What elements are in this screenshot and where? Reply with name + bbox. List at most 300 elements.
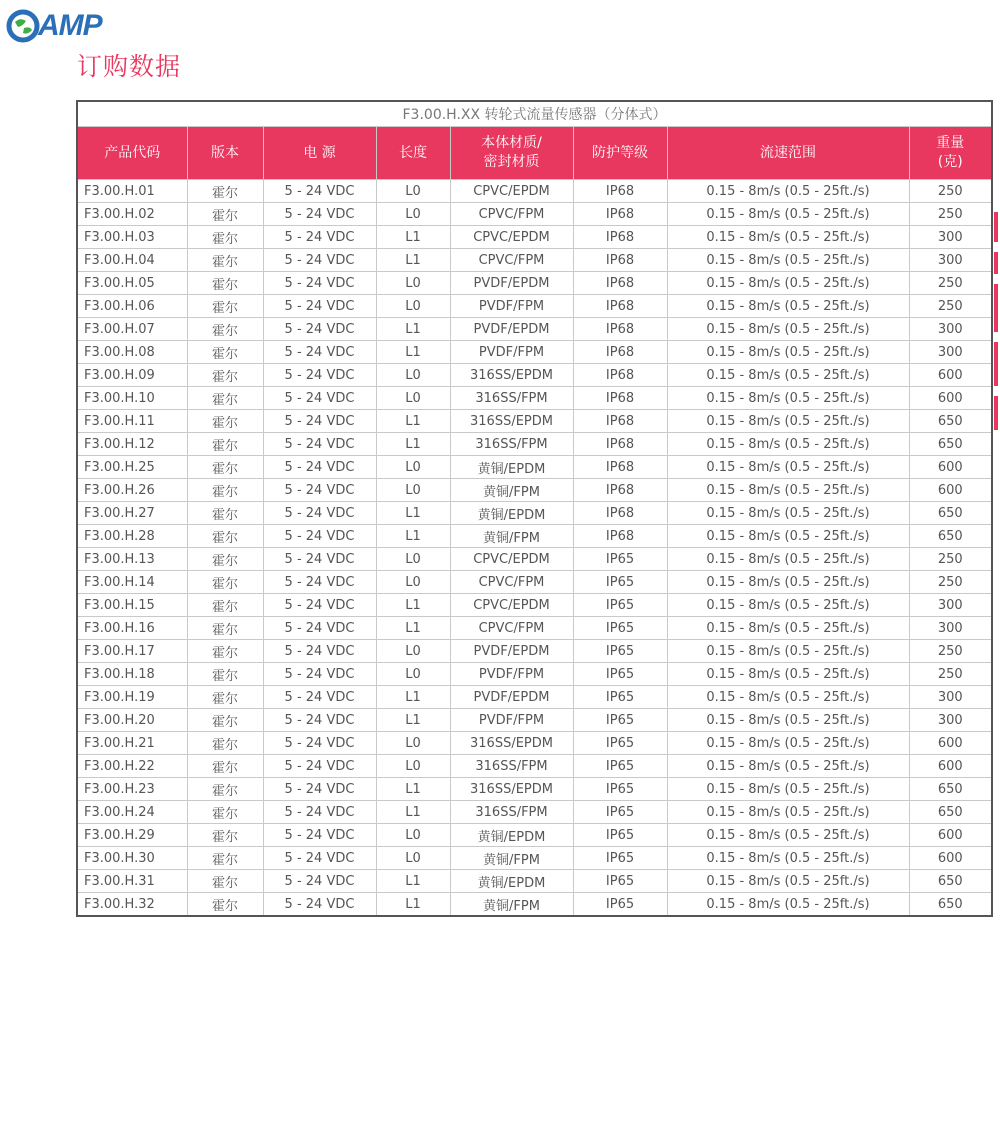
col-length-cell: L1	[376, 778, 450, 801]
col-length-cell: L0	[376, 640, 450, 663]
col-weight-cell: 650	[909, 502, 992, 525]
table-row	[77, 663, 992, 686]
col-length-cell: L1	[376, 686, 450, 709]
header-label: 重量	[936, 135, 965, 151]
table-row	[77, 272, 992, 295]
table-row	[77, 893, 992, 917]
col-product-code-cell: F3.00.H.02	[77, 203, 187, 226]
col-protection-cell: IP65	[573, 778, 667, 801]
table-row	[77, 571, 992, 594]
col-length-cell: L1	[376, 617, 450, 640]
col-power-cell: 5 - 24 VDC	[263, 180, 376, 203]
col-flow-range-cell: 0.15 - 8m/s (0.5 - 25ft./s)	[667, 341, 909, 364]
col-length-cell: L0	[376, 387, 450, 410]
col-material-cell: 316SS/EPDM	[450, 364, 573, 387]
col-weight-cell: 600	[909, 732, 992, 755]
col-power-cell: 5 - 24 VDC	[263, 870, 376, 893]
col-material-cell: CPVC/FPM	[450, 617, 573, 640]
col-length-cell: L0	[376, 847, 450, 870]
col-power-cell: 5 - 24 VDC	[263, 594, 376, 617]
table-row	[77, 755, 992, 778]
col-flow-range-cell: 0.15 - 8m/s (0.5 - 25ft./s)	[667, 387, 909, 410]
col-flow-range-cell: 0.15 - 8m/s (0.5 - 25ft./s)	[667, 686, 909, 709]
col-flow-range-cell: 0.15 - 8m/s (0.5 - 25ft./s)	[667, 272, 909, 295]
col-flow-range-cell: 0.15 - 8m/s (0.5 - 25ft./s)	[667, 755, 909, 778]
col-version-cell: 霍尔	[187, 249, 263, 272]
col-flow-range-cell: 0.15 - 8m/s (0.5 - 25ft./s)	[667, 847, 909, 870]
col-version-cell: 霍尔	[187, 272, 263, 295]
col-product-code-cell: F3.00.H.11	[77, 410, 187, 433]
col-protection-cell: IP68	[573, 387, 667, 410]
col-version-cell: 霍尔	[187, 801, 263, 824]
col-weight-cell: 650	[909, 801, 992, 824]
col-version-cell: 霍尔	[187, 226, 263, 249]
col-product-code-cell: F3.00.H.07	[77, 318, 187, 341]
col-power-cell: 5 - 24 VDC	[263, 272, 376, 295]
col-power-cell: 5 - 24 VDC	[263, 709, 376, 732]
col-weight-cell: 650	[909, 893, 992, 917]
col-material-cell: 316SS/FPM	[450, 801, 573, 824]
col-length-cell: L0	[376, 364, 450, 387]
col-flow-range-cell: 0.15 - 8m/s (0.5 - 25ft./s)	[667, 640, 909, 663]
col-product-code-cell: F3.00.H.01	[77, 180, 187, 203]
col-flow-range-cell: 0.15 - 8m/s (0.5 - 25ft./s)	[667, 180, 909, 203]
col-flow-range-cell: 0.15 - 8m/s (0.5 - 25ft./s)	[667, 617, 909, 640]
col-flow-range-cell: 0.15 - 8m/s (0.5 - 25ft./s)	[667, 548, 909, 571]
col-material-header	[450, 127, 573, 180]
col-weight-cell: 300	[909, 709, 992, 732]
col-protection-cell: IP68	[573, 295, 667, 318]
table-row	[77, 548, 992, 571]
col-weight-cell: 600	[909, 755, 992, 778]
col-power-cell: 5 - 24 VDC	[263, 456, 376, 479]
col-version-cell: 霍尔	[187, 847, 263, 870]
col-material-cell: CPVC/EPDM	[450, 548, 573, 571]
col-flow-range-cell: 0.15 - 8m/s (0.5 - 25ft./s)	[667, 456, 909, 479]
col-material-cell: 黄铜/FPM	[450, 847, 573, 870]
logo-text: AMP	[38, 9, 102, 42]
col-material-cell: 316SS/FPM	[450, 433, 573, 456]
col-flow-range-cell: 0.15 - 8m/s (0.5 - 25ft./s)	[667, 295, 909, 318]
col-flow-range-cell: 0.15 - 8m/s (0.5 - 25ft./s)	[667, 318, 909, 341]
col-power-cell: 5 - 24 VDC	[263, 226, 376, 249]
table-row	[77, 640, 992, 663]
side-decoration	[994, 212, 1000, 427]
header-label: 电 源	[303, 144, 336, 161]
col-flow-range-cell: 0.15 - 8m/s (0.5 - 25ft./s)	[667, 364, 909, 387]
col-material-cell: PVDF/EPDM	[450, 272, 573, 295]
col-version-cell: 霍尔	[187, 387, 263, 410]
col-product-code-header	[77, 127, 187, 180]
col-flow-range-cell: 0.15 - 8m/s (0.5 - 25ft./s)	[667, 203, 909, 226]
col-flow-range-cell: 0.15 - 8m/s (0.5 - 25ft./s)	[667, 709, 909, 732]
col-weight-cell: 250	[909, 548, 992, 571]
col-product-code-cell: F3.00.H.19	[77, 686, 187, 709]
col-power-cell: 5 - 24 VDC	[263, 640, 376, 663]
col-material-cell: 黄铜/EPDM	[450, 456, 573, 479]
col-length-cell: L1	[376, 594, 450, 617]
col-product-code-cell: F3.00.H.22	[77, 755, 187, 778]
col-length-cell: L1	[376, 709, 450, 732]
col-material-cell: 黄铜/FPM	[450, 893, 573, 917]
col-protection-cell: IP65	[573, 732, 667, 755]
col-power-cell: 5 - 24 VDC	[263, 801, 376, 824]
col-product-code-cell: F3.00.H.25	[77, 456, 187, 479]
col-version-cell: 霍尔	[187, 686, 263, 709]
col-length-cell: L1	[376, 226, 450, 249]
col-product-code-cell: F3.00.H.16	[77, 617, 187, 640]
col-material-cell: CPVC/EPDM	[450, 226, 573, 249]
col-product-code-cell: F3.00.H.20	[77, 709, 187, 732]
col-power-cell: 5 - 24 VDC	[263, 318, 376, 341]
col-product-code-cell: F3.00.H.04	[77, 249, 187, 272]
col-length-cell: L0	[376, 203, 450, 226]
col-protection-cell: IP65	[573, 709, 667, 732]
col-flow-range-cell: 0.15 - 8m/s (0.5 - 25ft./s)	[667, 433, 909, 456]
order-data-table	[76, 100, 993, 917]
col-flow-range-cell: 0.15 - 8m/s (0.5 - 25ft./s)	[667, 410, 909, 433]
col-protection-cell: IP68	[573, 456, 667, 479]
col-power-cell: 5 - 24 VDC	[263, 364, 376, 387]
col-weight-cell: 300	[909, 249, 992, 272]
col-power-cell: 5 - 24 VDC	[263, 410, 376, 433]
col-power-cell: 5 - 24 VDC	[263, 778, 376, 801]
col-length-cell: L1	[376, 801, 450, 824]
col-version-header	[187, 127, 263, 180]
col-product-code-cell: F3.00.H.17	[77, 640, 187, 663]
col-length-cell: L0	[376, 180, 450, 203]
col-material-cell: PVDF/FPM	[450, 295, 573, 318]
col-material-cell: CPVC/FPM	[450, 203, 573, 226]
header-label: 长度	[399, 144, 427, 161]
col-protection-cell: IP65	[573, 571, 667, 594]
col-weight-cell: 250	[909, 663, 992, 686]
col-flow-range-cell: 0.15 - 8m/s (0.5 - 25ft./s)	[667, 525, 909, 548]
col-power-cell: 5 - 24 VDC	[263, 824, 376, 847]
col-version-cell: 霍尔	[187, 341, 263, 364]
table-row	[77, 732, 992, 755]
col-weight-cell: 250	[909, 272, 992, 295]
col-weight-cell: 300	[909, 226, 992, 249]
col-product-code-cell: F3.00.H.29	[77, 824, 187, 847]
table-row	[77, 341, 992, 364]
col-length-cell: L0	[376, 732, 450, 755]
col-length-cell: L0	[376, 479, 450, 502]
col-protection-cell: IP68	[573, 272, 667, 295]
col-product-code-cell: F3.00.H.10	[77, 387, 187, 410]
col-product-code-cell: F3.00.H.26	[77, 479, 187, 502]
col-protection-cell: IP68	[573, 341, 667, 364]
col-version-cell: 霍尔	[187, 410, 263, 433]
col-power-header	[263, 127, 376, 180]
col-flow-range-cell: 0.15 - 8m/s (0.5 - 25ft./s)	[667, 778, 909, 801]
table-header-row	[77, 127, 992, 180]
col-material-cell: 黄铜/EPDM	[450, 870, 573, 893]
col-length-cell: L1	[376, 318, 450, 341]
col-material-cell: 黄铜/EPDM	[450, 502, 573, 525]
table-row	[77, 364, 992, 387]
col-version-cell: 霍尔	[187, 180, 263, 203]
col-weight-cell: 250	[909, 640, 992, 663]
col-product-code-cell: F3.00.H.03	[77, 226, 187, 249]
col-flow-range-cell: 0.15 - 8m/s (0.5 - 25ft./s)	[667, 893, 909, 917]
col-flow-range-cell: 0.15 - 8m/s (0.5 - 25ft./s)	[667, 663, 909, 686]
table-row	[77, 525, 992, 548]
col-version-cell: 霍尔	[187, 824, 263, 847]
table-caption: F3.00.H.XX 转轮式流量传感器（分体式）	[77, 101, 992, 127]
col-power-cell: 5 - 24 VDC	[263, 203, 376, 226]
col-product-code-cell: F3.00.H.14	[77, 571, 187, 594]
col-protection-cell: IP65	[573, 594, 667, 617]
col-version-cell: 霍尔	[187, 617, 263, 640]
col-weight-cell: 600	[909, 387, 992, 410]
col-weight-cell: 300	[909, 318, 992, 341]
col-protection-header	[573, 127, 667, 180]
col-weight-cell: 300	[909, 341, 992, 364]
col-power-cell: 5 - 24 VDC	[263, 548, 376, 571]
col-material-cell: CPVC/EPDM	[450, 180, 573, 203]
col-flow-range-cell: 0.15 - 8m/s (0.5 - 25ft./s)	[667, 571, 909, 594]
col-version-cell: 霍尔	[187, 203, 263, 226]
col-length-cell: L1	[376, 893, 450, 917]
col-weight-header	[909, 127, 992, 180]
col-flow-range-cell: 0.15 - 8m/s (0.5 - 25ft./s)	[667, 226, 909, 249]
col-material-cell: 316SS/FPM	[450, 755, 573, 778]
header-label: (克)	[937, 154, 963, 170]
col-version-cell: 霍尔	[187, 548, 263, 571]
header-label: 版本	[211, 144, 239, 161]
col-product-code-cell: F3.00.H.15	[77, 594, 187, 617]
col-version-cell: 霍尔	[187, 433, 263, 456]
col-power-cell: 5 - 24 VDC	[263, 387, 376, 410]
header-label: 密封材质	[483, 154, 540, 170]
col-product-code-cell: F3.00.H.32	[77, 893, 187, 917]
col-product-code-cell: F3.00.H.30	[77, 847, 187, 870]
col-length-cell: L1	[376, 525, 450, 548]
col-weight-cell: 650	[909, 870, 992, 893]
table-row	[77, 824, 992, 847]
col-version-cell: 霍尔	[187, 295, 263, 318]
col-material-cell: 316SS/FPM	[450, 387, 573, 410]
col-protection-cell: IP68	[573, 502, 667, 525]
table-row	[77, 686, 992, 709]
col-product-code-cell: F3.00.H.05	[77, 272, 187, 295]
header-label: 流速范围	[760, 144, 816, 161]
col-protection-cell: IP68	[573, 180, 667, 203]
col-length-cell: L1	[376, 433, 450, 456]
col-material-cell: 316SS/EPDM	[450, 410, 573, 433]
col-power-cell: 5 - 24 VDC	[263, 686, 376, 709]
table-row	[77, 801, 992, 824]
col-material-cell: CPVC/FPM	[450, 249, 573, 272]
col-weight-cell: 600	[909, 847, 992, 870]
col-length-header	[376, 127, 450, 180]
col-flow-range-cell: 0.15 - 8m/s (0.5 - 25ft./s)	[667, 502, 909, 525]
col-weight-cell: 250	[909, 180, 992, 203]
col-weight-cell: 650	[909, 433, 992, 456]
col-product-code-cell: F3.00.H.27	[77, 502, 187, 525]
col-material-cell: PVDF/EPDM	[450, 686, 573, 709]
col-power-cell: 5 - 24 VDC	[263, 847, 376, 870]
table-row	[77, 456, 992, 479]
table-row	[77, 433, 992, 456]
col-version-cell: 霍尔	[187, 893, 263, 917]
table-row	[77, 594, 992, 617]
col-material-cell: PVDF/EPDM	[450, 640, 573, 663]
col-power-cell: 5 - 24 VDC	[263, 617, 376, 640]
col-version-cell: 霍尔	[187, 456, 263, 479]
col-version-cell: 霍尔	[187, 709, 263, 732]
col-protection-cell: IP65	[573, 755, 667, 778]
col-protection-cell: IP68	[573, 479, 667, 502]
col-material-cell: 黄铜/FPM	[450, 479, 573, 502]
col-material-cell: PVDF/FPM	[450, 709, 573, 732]
header-label: 产品代码	[104, 144, 161, 161]
col-power-cell: 5 - 24 VDC	[263, 893, 376, 917]
col-material-cell: 316SS/EPDM	[450, 778, 573, 801]
col-version-cell: 霍尔	[187, 525, 263, 548]
table-row	[77, 617, 992, 640]
col-protection-cell: IP65	[573, 548, 667, 571]
col-length-cell: L0	[376, 755, 450, 778]
col-product-code-cell: F3.00.H.08	[77, 341, 187, 364]
table-body	[77, 180, 992, 917]
col-power-cell: 5 - 24 VDC	[263, 479, 376, 502]
col-product-code-cell: F3.00.H.21	[77, 732, 187, 755]
col-version-cell: 霍尔	[187, 778, 263, 801]
table-row	[77, 709, 992, 732]
col-protection-cell: IP68	[573, 364, 667, 387]
header-label: 本体材质/	[481, 135, 542, 151]
col-version-cell: 霍尔	[187, 755, 263, 778]
col-length-cell: L0	[376, 295, 450, 318]
col-material-cell: 黄铜/FPM	[450, 525, 573, 548]
col-length-cell: L0	[376, 272, 450, 295]
col-protection-cell: IP65	[573, 617, 667, 640]
col-product-code-cell: F3.00.H.06	[77, 295, 187, 318]
col-version-cell: 霍尔	[187, 318, 263, 341]
col-weight-cell: 250	[909, 571, 992, 594]
col-protection-cell: IP68	[573, 410, 667, 433]
col-flow-range-cell: 0.15 - 8m/s (0.5 - 25ft./s)	[667, 594, 909, 617]
table-row	[77, 249, 992, 272]
col-product-code-cell: F3.00.H.13	[77, 548, 187, 571]
col-power-cell: 5 - 24 VDC	[263, 295, 376, 318]
table-row	[77, 387, 992, 410]
col-length-cell: L1	[376, 249, 450, 272]
col-flow-range-cell: 0.15 - 8m/s (0.5 - 25ft./s)	[667, 801, 909, 824]
col-product-code-cell: F3.00.H.28	[77, 525, 187, 548]
col-weight-cell: 600	[909, 479, 992, 502]
col-product-code-cell: F3.00.H.31	[77, 870, 187, 893]
col-protection-cell: IP65	[573, 686, 667, 709]
col-power-cell: 5 - 24 VDC	[263, 732, 376, 755]
col-length-cell: L1	[376, 502, 450, 525]
col-material-cell: PVDF/FPM	[450, 663, 573, 686]
col-material-cell: CPVC/FPM	[450, 571, 573, 594]
col-length-cell: L0	[376, 456, 450, 479]
col-protection-cell: IP65	[573, 801, 667, 824]
table-row	[77, 847, 992, 870]
col-weight-cell: 300	[909, 617, 992, 640]
col-weight-cell: 600	[909, 824, 992, 847]
col-version-cell: 霍尔	[187, 732, 263, 755]
col-protection-cell: IP68	[573, 203, 667, 226]
table-row	[77, 295, 992, 318]
table-row	[77, 318, 992, 341]
table-row	[77, 203, 992, 226]
col-flow-range-cell: 0.15 - 8m/s (0.5 - 25ft./s)	[667, 479, 909, 502]
col-version-cell: 霍尔	[187, 663, 263, 686]
col-length-cell: L0	[376, 548, 450, 571]
col-power-cell: 5 - 24 VDC	[263, 571, 376, 594]
col-power-cell: 5 - 24 VDC	[263, 249, 376, 272]
col-weight-cell: 250	[909, 203, 992, 226]
table-row	[77, 180, 992, 203]
col-length-cell: L1	[376, 870, 450, 893]
col-version-cell: 霍尔	[187, 870, 263, 893]
col-version-cell: 霍尔	[187, 364, 263, 387]
col-protection-cell: IP65	[573, 640, 667, 663]
table-row	[77, 870, 992, 893]
col-protection-cell: IP68	[573, 318, 667, 341]
col-version-cell: 霍尔	[187, 594, 263, 617]
col-protection-cell: IP65	[573, 893, 667, 917]
col-power-cell: 5 - 24 VDC	[263, 663, 376, 686]
col-protection-cell: IP68	[573, 525, 667, 548]
col-power-cell: 5 - 24 VDC	[263, 755, 376, 778]
col-flow-range-cell: 0.15 - 8m/s (0.5 - 25ft./s)	[667, 870, 909, 893]
col-power-cell: 5 - 24 VDC	[263, 433, 376, 456]
col-flow-range-cell: 0.15 - 8m/s (0.5 - 25ft./s)	[667, 249, 909, 272]
col-length-cell: L1	[376, 341, 450, 364]
header-label: 防护等级	[592, 144, 648, 161]
col-weight-cell: 650	[909, 778, 992, 801]
col-weight-cell: 300	[909, 594, 992, 617]
col-power-cell: 5 - 24 VDC	[263, 341, 376, 364]
globe-icon	[6, 9, 40, 43]
col-version-cell: 霍尔	[187, 479, 263, 502]
col-protection-cell: IP65	[573, 663, 667, 686]
col-material-cell: 黄铜/EPDM	[450, 824, 573, 847]
col-protection-cell: IP68	[573, 226, 667, 249]
col-weight-cell: 300	[909, 686, 992, 709]
table-row	[77, 479, 992, 502]
col-protection-cell: IP68	[573, 433, 667, 456]
table-row	[77, 778, 992, 801]
col-flow-range-cell: 0.15 - 8m/s (0.5 - 25ft./s)	[667, 732, 909, 755]
col-material-cell: CPVC/EPDM	[450, 594, 573, 617]
col-version-cell: 霍尔	[187, 640, 263, 663]
col-protection-cell: IP65	[573, 847, 667, 870]
col-material-cell: PVDF/EPDM	[450, 318, 573, 341]
col-version-cell: 霍尔	[187, 571, 263, 594]
col-length-cell: L0	[376, 571, 450, 594]
col-product-code-cell: F3.00.H.24	[77, 801, 187, 824]
col-length-cell: L0	[376, 824, 450, 847]
col-material-cell: PVDF/FPM	[450, 341, 573, 364]
company-logo	[6, 6, 102, 46]
col-weight-cell: 600	[909, 364, 992, 387]
col-product-code-cell: F3.00.H.09	[77, 364, 187, 387]
page-title: 订购数据	[77, 52, 182, 81]
col-flow-range-header	[667, 127, 909, 180]
col-weight-cell: 250	[909, 295, 992, 318]
col-material-cell: 316SS/EPDM	[450, 732, 573, 755]
col-protection-cell: IP65	[573, 870, 667, 893]
col-weight-cell: 600	[909, 456, 992, 479]
col-power-cell: 5 - 24 VDC	[263, 525, 376, 548]
